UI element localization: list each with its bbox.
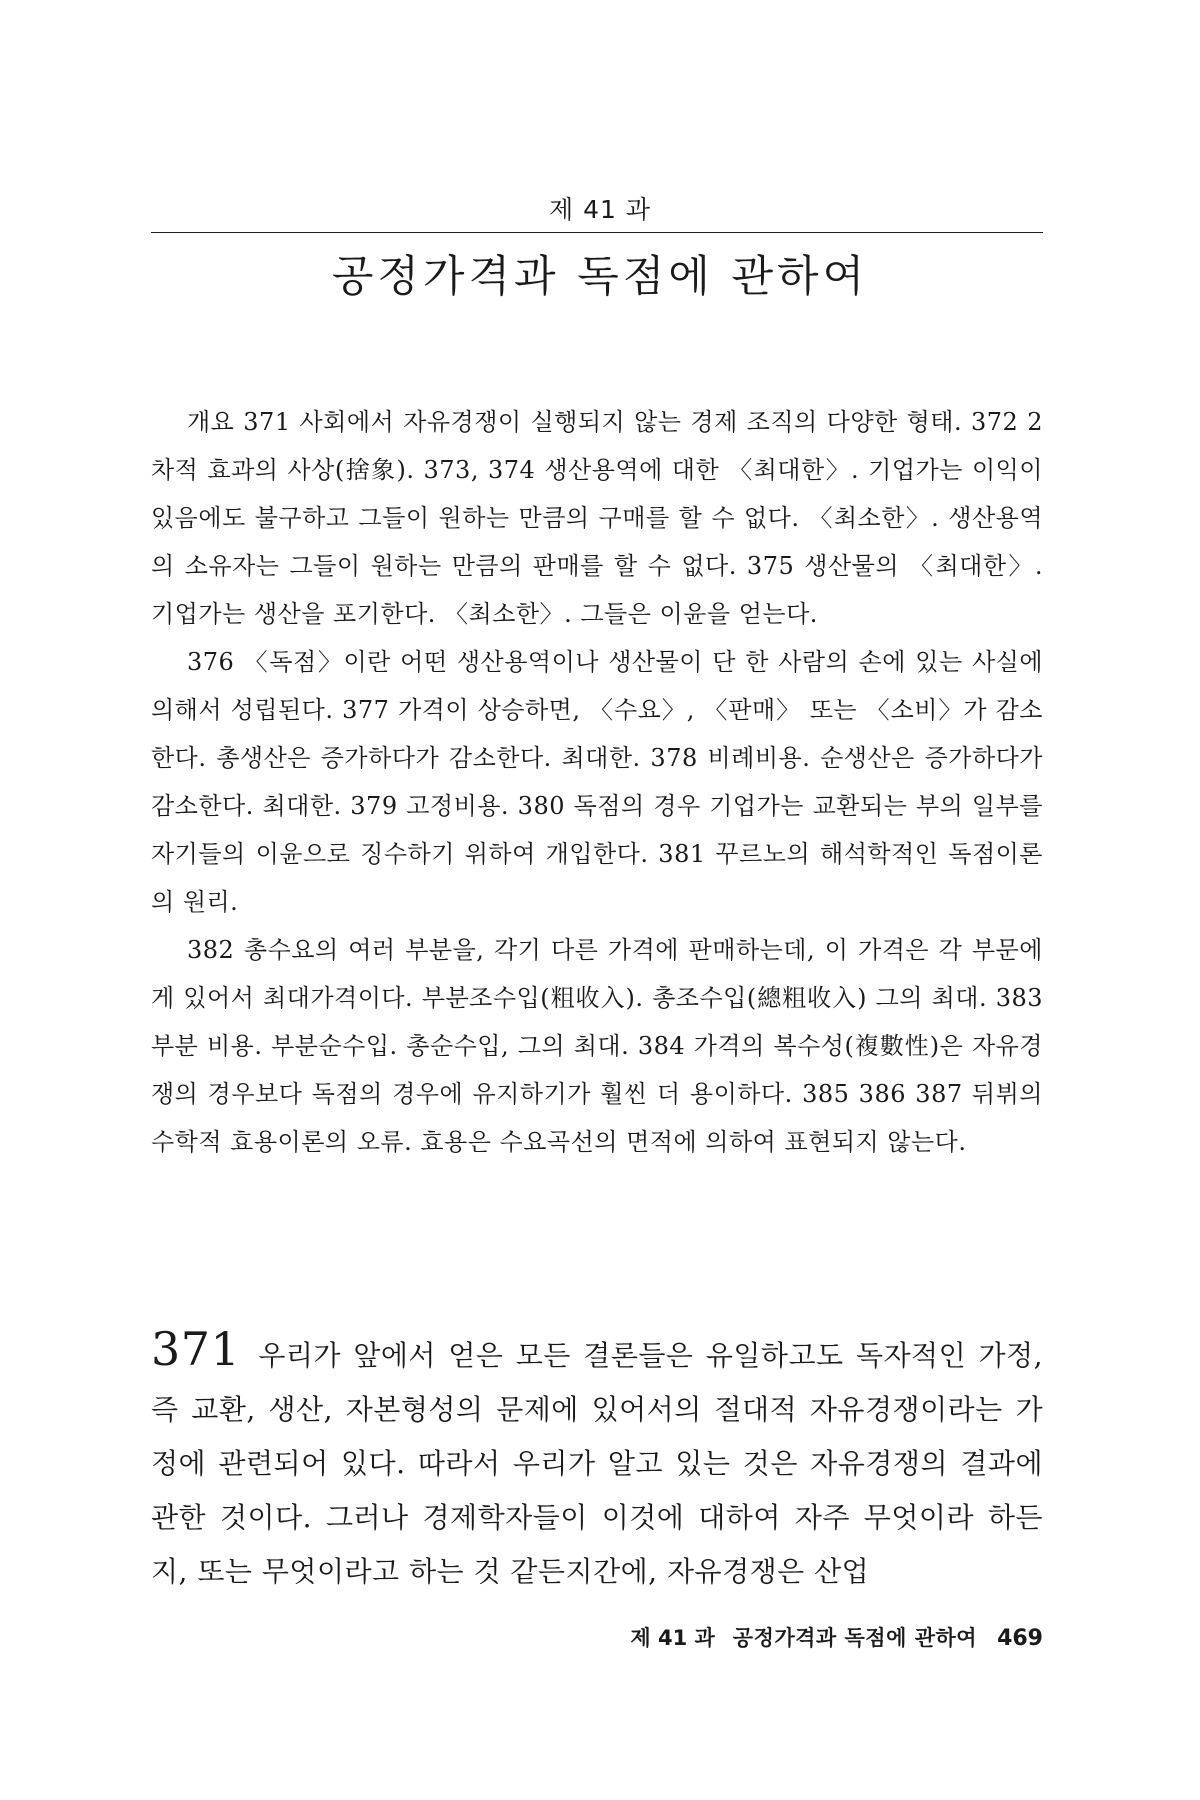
lesson-number: 제 41 과 [548, 195, 651, 224]
summary-paragraph: 382 총수요의 여러 부분을, 각기 다른 가격에 판매하는데, 이 가격은 각 부문에게 있어서 최대가격이다. 부분조수입(粗收入). 총조수입(總粗收入) 그의 최대. 383 부분 비용. 부분순수입. 총순수입, 그의 최대. 384 가격의 복수성(複數性)은 자유경쟁의 경우보다 독점의 경우에 유지하기가 훨씬 더 용이하다. 385 386 387 뒤뷔의 수학적 효용이론의 오류. 효용은 수요곡선의 면적에 의하여 표현되지 않는다. [151, 936, 1043, 1156]
paragraph-number: 371 [151, 1322, 241, 1376]
page-title: 공정가격과 독점에 관하여 [331, 252, 869, 302]
body-paragraph-text: 우리가 앞에서 얻은 모든 결론들은 유일하고도 독자적인 가정, 즉 교환, 생산, 자본형성의 문제에 있어서의 절대적 자유경쟁이라는 가정에 관련되어 있다. 따라서 우리가 알고 있는 것은 자유경쟁의 결과에 관한 것이다. 그러나 경제학자들이 이것에 대하여 자주 무엇이라 하든지, 또는 무엇이라고 하는 것 같든지간에, 자유경쟁은 산업 [151, 1339, 1043, 1588]
title-rule [151, 232, 1043, 233]
running-footer [151, 1622, 1043, 1652]
summary-paragraph: 376 〈독점〉이란 어떤 생산용역이나 생산물이 단 한 사람의 손에 있는 사실에 의해서 성립된다. 377 가격이 상승하면, 〈수요〉, 〈판매〉 또는 〈소비〉가 감소한다. 총생산은 증가하다가 감소한다. 최대한. 378 비례비용. 순생산은 증가하다가 감소한다. 최대한. 379 고정비용. 380 독점의 경우 기업가는 교환되는 부의 일부를 자기들의 이윤으로 징수하기 위하여 개입한다. 381 꾸르노의 해석학적인 독점이론의 원리. [151, 648, 1043, 916]
summary-paragraph: 개요 371 사회에서 자유경쟁이 실행되지 않는 경제 조직의 다양한 형태. 372 2차적 효과의 사상(捨象). 373, 374 생산용역에 대한 〈최대한〉. 기업가는 이익이 있음에도 불구하고 그들이 원하는 만큼의 구매를 할 수 없다. 〈최소한〉. 생산용역의 소유자는 그들이 원하는 만큼의 판매를 할 수 없다. 375 생산물의 〈최대한〉. 기업가는 생산을 포기한다. 〈최소한〉. 그들은 이윤을 얻는다. [151, 408, 1043, 628]
footer-lesson-number: 제 41 과 [630, 1626, 715, 1650]
footer-title: 공정가격과 독점에 관하여 [732, 1626, 978, 1650]
body-section [151, 1322, 1043, 1599]
body-paragraph [151, 1322, 1043, 1599]
page-number: 469 [997, 1626, 1043, 1651]
summary-section [151, 398, 1043, 1166]
